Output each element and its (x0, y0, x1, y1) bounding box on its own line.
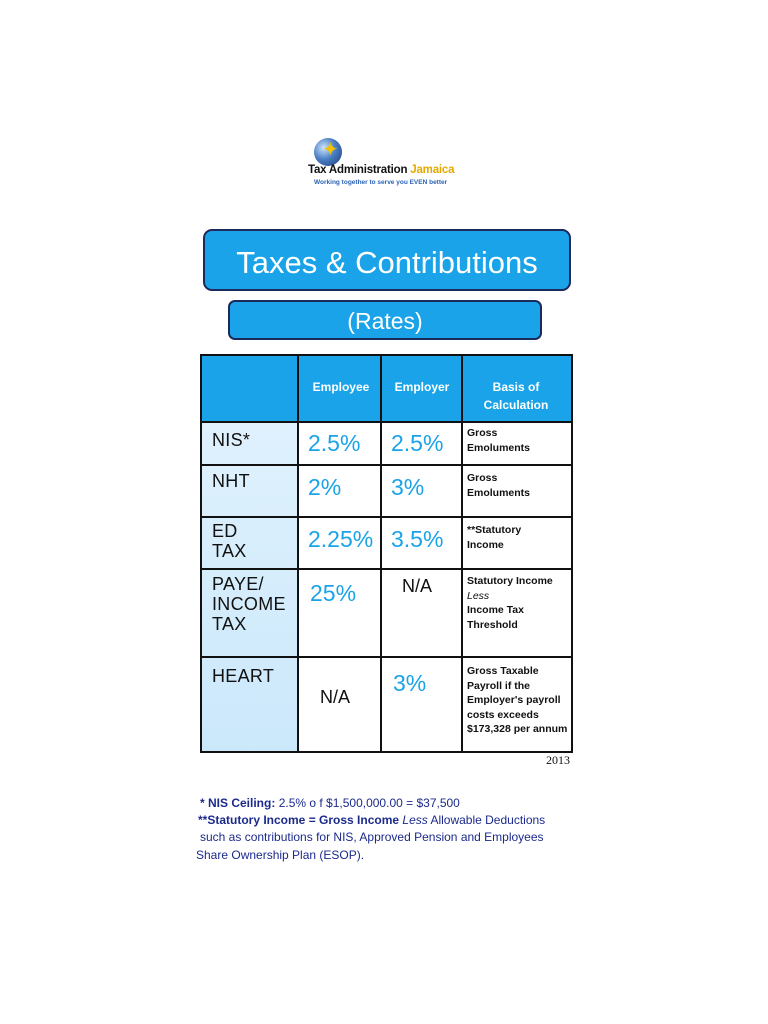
grid-line (571, 354, 573, 753)
grid-line (200, 464, 573, 466)
paye-basis-line3: Income Tax Threshold (467, 604, 524, 631)
nht-basis: Gross Emoluments (467, 472, 531, 499)
title-banner (203, 229, 571, 291)
grid-line (200, 354, 573, 356)
tax-administration-jamaica-logo (308, 138, 468, 192)
ed-tax-basis: **Statutory Income (467, 524, 522, 551)
grid-line (200, 751, 573, 753)
nht-employer-rate: 3% (391, 474, 425, 500)
heart-employee-rate: N/A (320, 687, 351, 707)
grid-line (380, 354, 382, 753)
ed-tax-employer-rate: 3.5% (391, 526, 444, 552)
grid-line (200, 516, 573, 518)
star-icon: ✦ (322, 139, 339, 161)
footnote-nis-ceiling: * NIS Ceiling: 2.5% o f $1,500,000.00 = $37,500 (200, 796, 460, 810)
subtitle-banner (228, 300, 542, 340)
heart-employer-rate: 3% (393, 670, 427, 696)
year-label: 2013 (546, 753, 570, 767)
grid-line (200, 421, 573, 423)
ed-tax-employee-rate: 2.25% (308, 526, 374, 552)
footnote-statutory-income: **Statutory Income = Gross Income Less Allowable Deductions (198, 813, 546, 827)
nis-basis: Gross Emoluments (467, 427, 531, 454)
nis-employee-rate: 2.5% (308, 430, 361, 456)
row-label-nht: NHT (212, 471, 250, 491)
nht-employee-rate: 2% (308, 474, 342, 500)
grid-line (200, 568, 573, 570)
page-title: Taxes & Contributions (236, 245, 538, 280)
paye-basis-less: Less (467, 589, 490, 602)
logo-tagline: Working together to serve you EVEN better (314, 179, 448, 186)
row-label-paye: PAYE/ INCOME TAX (212, 574, 286, 634)
page-subtitle: (Rates) (347, 308, 423, 334)
grid-line (200, 354, 202, 753)
paye-basis-line1: Statutory Income (467, 575, 553, 587)
logo-name: Tax Administration Jamaica (308, 164, 455, 176)
grid-line (461, 354, 463, 753)
header-employer: Employer (394, 380, 450, 394)
paye-basis (467, 574, 567, 632)
header-basis: Basis of Calculation (483, 380, 549, 412)
grid-line (297, 354, 299, 753)
heart-basis: Gross Taxable Payroll if the Employer's payroll costs exceeds $173,328 per annum (467, 665, 568, 735)
footnote-deductions: such as contributions for NIS, Approved Pension and Employees (200, 830, 544, 844)
paye-employee-rate: 25% (310, 580, 357, 606)
nis-employer-rate: 2.5% (391, 430, 444, 456)
rates-table (200, 354, 573, 753)
row-label-ed-tax: ED TAX (212, 521, 247, 561)
footnote-esop: Share Ownership Plan (ESOP). (196, 848, 365, 862)
row-label-nis: NIS* (212, 430, 251, 450)
grid-line (200, 656, 573, 658)
row-label-heart: HEART (212, 666, 275, 686)
paye-employer-rate: N/A (402, 576, 433, 596)
header-employee: Employee (312, 380, 370, 394)
